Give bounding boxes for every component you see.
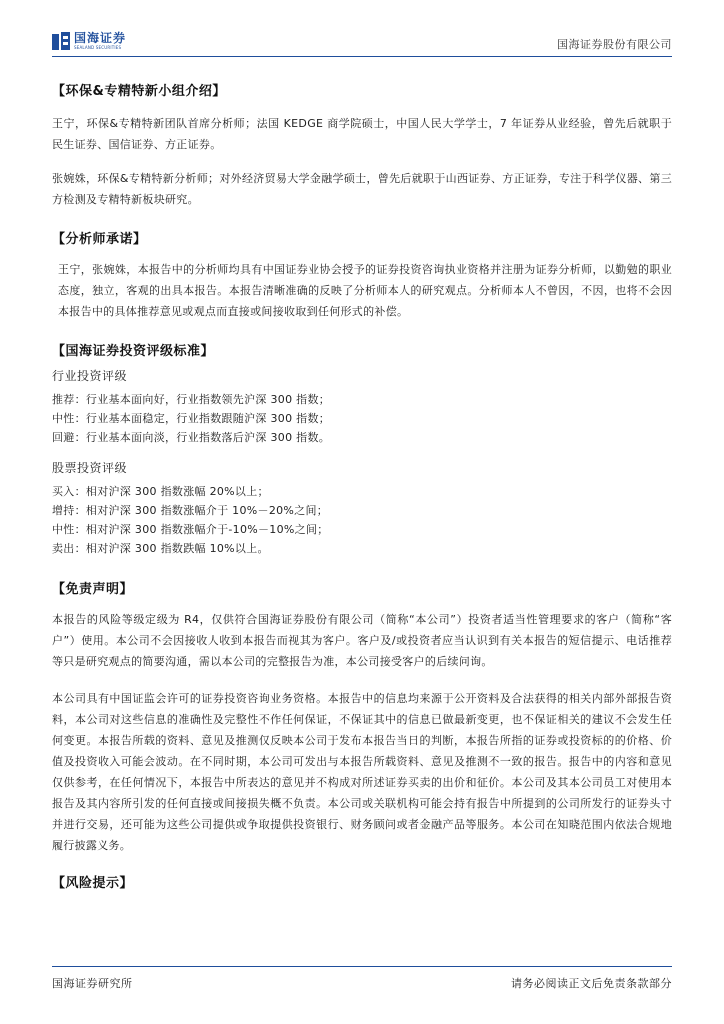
team-section — [52, 80, 672, 210]
footer-divider — [52, 966, 672, 967]
stock-rating-buy: 买入：相对沪深 300 指数涨幅 20%以上； — [52, 485, 269, 498]
commitment-section — [52, 228, 672, 322]
disclaimer-section — [52, 578, 672, 856]
team-member-1: 王宁，环保&专精特新团队首席分析师；法国 KEDGE 商学院硕士，中国人民大学学士，7 年证券从业经验，曾先后就职于民生证券、国信证券、方正证券。 — [52, 117, 672, 151]
risk-section — [52, 872, 672, 891]
company-logo — [52, 30, 126, 52]
disclaimer-paragraph-1: 本报告的风险等级定级为 R4，仅供符合国海证券股份有限公司（简称“本公司”）投资者适当性管理要求的客户（简称“客户”）使用。本公司不会因接收人收到本报告而视其为客户。客户及/或投资者应当认识到有关本报告的短信提示、电话推荐等只是研究观点的简要沟通，需以本公司的完整报告为准，本公司接受客户的后续问询。 — [52, 613, 672, 668]
report-content — [52, 80, 672, 891]
header-divider — [52, 56, 672, 57]
industry-rating-avoid: 回避：行业基本面向淡，行业指数落后沪深 300 指数。 — [52, 431, 331, 444]
stock-rating-heading: 股票投资评级 — [52, 461, 128, 475]
footer-institute: 国海证券研究所 — [52, 977, 133, 990]
team-section-title: 【环保&专精特新小组介绍】 — [52, 84, 226, 99]
logo-mark-icon — [52, 32, 70, 50]
industry-rating-heading: 行业投资评级 — [52, 369, 128, 383]
logo-english-name: SEALAND SECURITIES — [74, 45, 122, 50]
commitment-text: 王宁，张婉姝，本报告中的分析师均具有中国证券业协会授予的证券投资咨询执业资格并注册为证券分析师，以勤勉的职业态度，独立，客观的出具本报告。本报告清晰准确的反映了分析师本人的研究观点。分析师本人不曾因，不因，也将不会因本报告中的具体推荐意见或观点而直接或间接收取到任何形式的补偿。 — [58, 263, 672, 318]
commitment-section-title: 【分析师承诺】 — [52, 232, 147, 247]
industry-rating-recommend: 推荐：行业基本面向好，行业指数领先沪深 300 指数； — [52, 393, 331, 406]
stock-rating-overweight: 增持：相对沪深 300 指数涨幅介于 10%－20%之间； — [52, 504, 329, 517]
page-header — [52, 30, 672, 56]
rating-section-title: 【国海证券投资评级标准】 — [52, 344, 215, 359]
disclaimer-section-title: 【免责声明】 — [52, 582, 134, 597]
industry-rating-neutral: 中性：行业基本面稳定，行业指数跟随沪深 300 指数； — [52, 412, 331, 425]
header-company-name: 国海证券股份有限公司 — [557, 38, 672, 51]
stock-rating-neutral: 中性：相对沪深 300 指数涨幅介于-10%－10%之间； — [52, 523, 329, 536]
rating-section — [52, 340, 672, 558]
team-member-2: 张婉姝，环保&专精特新分析师；对外经济贸易大学金融学硕士，曾先后就职于山西证券、方正证券，专注于科学仪器、第三方检测及专精特新板块研究。 — [52, 172, 672, 206]
risk-section-title: 【风险提示】 — [52, 876, 134, 891]
logo-chinese-name: 国海证券 — [74, 31, 127, 45]
footer-disclaimer-note: 请务必阅读正文后免责条款部分 — [511, 977, 672, 990]
disclaimer-paragraph-2: 本公司具有中国证监会许可的证券投资咨询业务资格。本报告中的信息均来源于公开资料及合法获得的相关内部外部报告资料，本公司对这些信息的准确性及完整性不作任何保证，不保证其中的信息已做最新变更，也不保证相关的建议不会发生任何变更。本报告所载的资料、意见及推测仅反映本公司于发布本报告当日的判断，本报告所指的证券或投资标的的价格、价值及投资收入可能会波动。在不同时期，本公司可发出与本报告所载资料、意见及推测不一致的报告。报告中的内容和意见仅供参考，在任何情况下，本报告中所表达的意见并不构成对所述证券买卖的出价和征价。本公司及其本公司员工对使用本报告及其内容所引发的任何直接或间接损失概不负责。本公司或关联机构可能会持有报告中所提到的公司所发行的证券头寸并进行交易，还可能为这些公司提供或争取提供投资银行、财务顾问或者金融产品等服务。本公司在知晓范围内依法合规地履行披露义务。 — [52, 692, 672, 852]
stock-rating-sell: 卖出：相对沪深 300 指数跌幅 10%以上。 — [52, 542, 269, 555]
